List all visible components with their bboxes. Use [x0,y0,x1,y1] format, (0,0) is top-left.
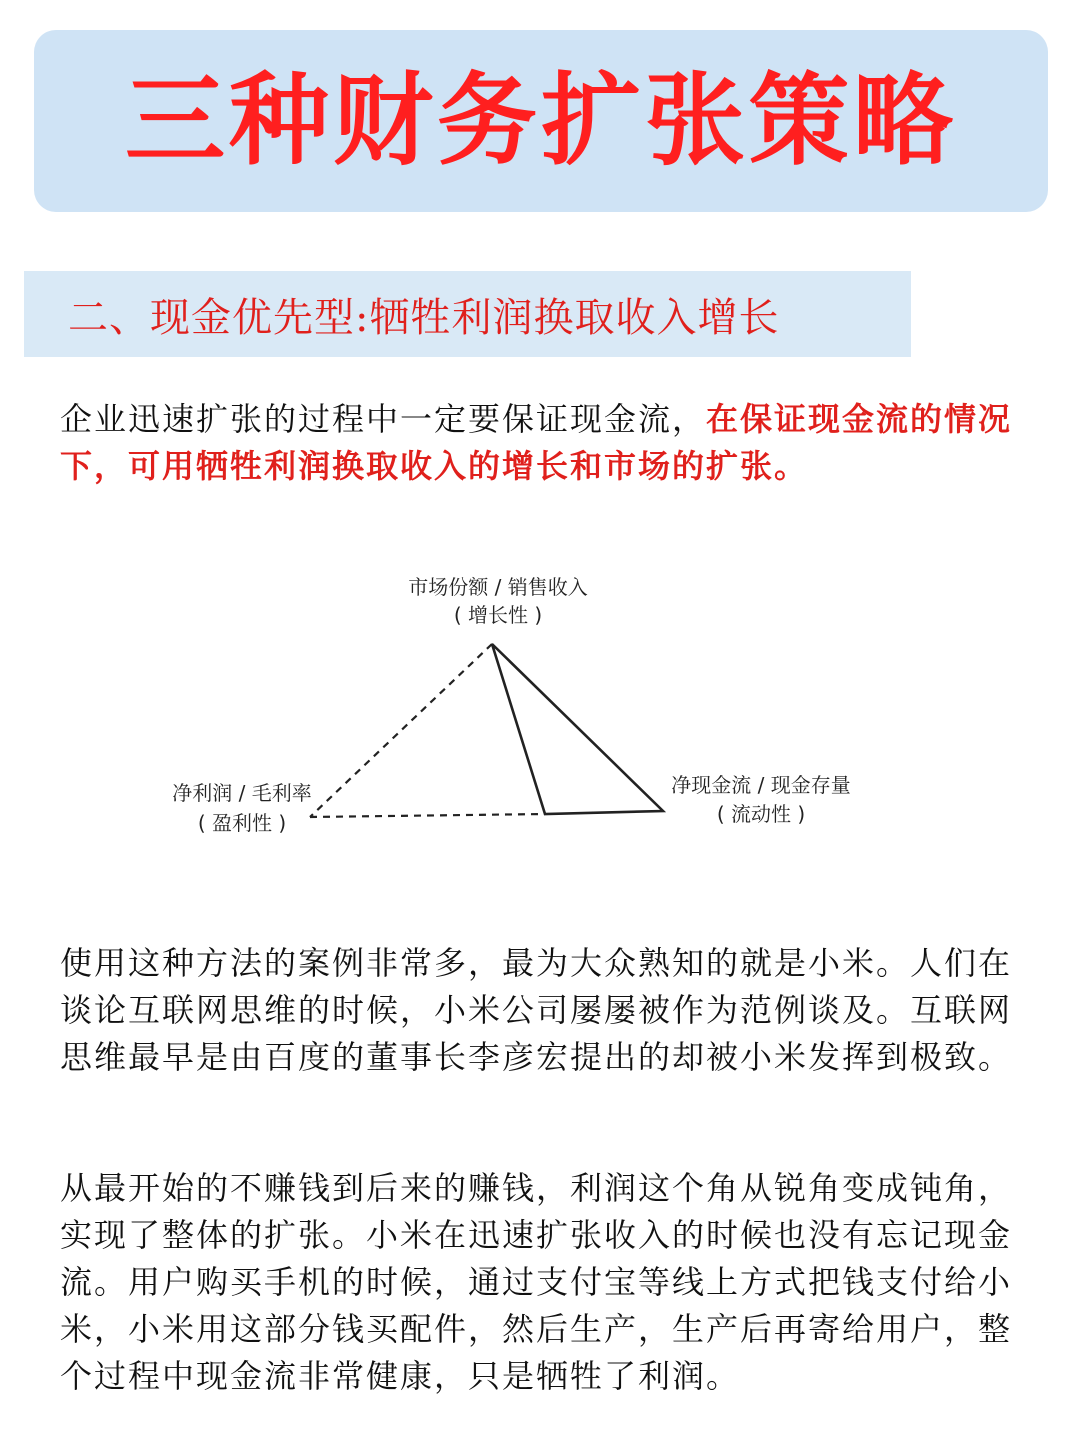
dashed-edge-left [310,644,492,817]
top-vertex-sublabel: ( 增长性 ) [453,603,543,627]
xiaomi-paragraph: 使用这种方法的案例非常多，最为大众熟知的就是小米。人们在谈论互联网思维的时候，小米公司屡屡被作为范例谈及。互联网思维最早是由百度的董事长李彦宏提出的却被小米发挥到极致。 [60,944,1013,1076]
section-heading-bar [24,271,911,357]
triangle-diagram [150,560,910,850]
page-title: 三种财务扩张策略 [125,62,957,179]
top-vertex-label: 市场份额 / 销售收入 [408,575,588,599]
right-vertex-sublabel: ( 流动性 ) [716,802,806,826]
dashed-edge-bottom [310,814,545,817]
intro-paragraph [60,396,1022,490]
intro-highlight: 在保证现金流的情况下，可用牺牲利润换取收入的增长和市场的扩张。 [60,400,1013,485]
intro-text: 企业迅速扩张的过程中一定要保证现金流， [60,400,707,438]
conclusion-paragraph: 从最开始的不赚钱到后来的赚钱，利润这个角从锐角变成钝角，实现了整体的扩张。小米在迅速扩张收入的时候也没有忘记现金流。用户购买手机的时候，通过支付宝等线上方式把钱支付给小米，小米用这部分钱买配件，然后生产，生产后再寄给用户，整个过程中现金流非常健康，只是牺牲了利润。 [60,1169,1013,1395]
right-vertex-label: 净现金流 / 现金存量 [671,773,851,797]
left-vertex-sublabel: ( 盈利性 ) [197,811,287,835]
section-heading: 二、现金优先型:牺牲利润换取收入增长 [68,294,780,341]
solid-triangle [492,644,663,814]
title-banner [34,30,1048,212]
left-vertex-label: 净利润 / 毛利率 [172,781,312,805]
